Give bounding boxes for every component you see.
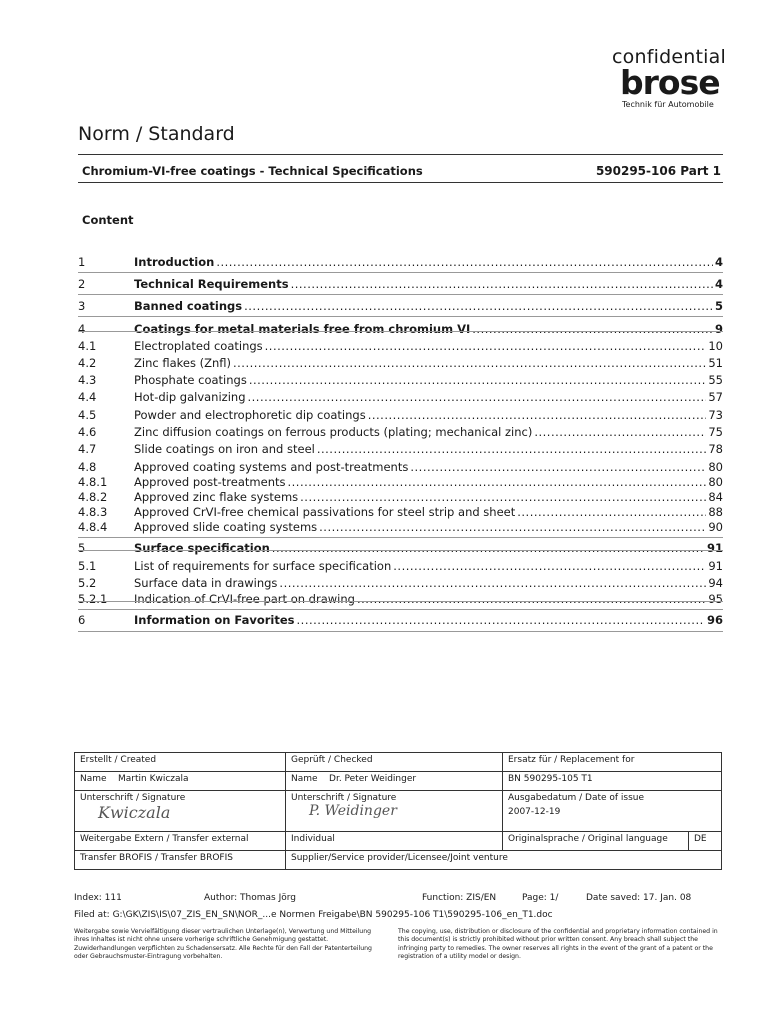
toc-page-number: 91 bbox=[708, 559, 723, 573]
confidential-label: confidential bbox=[612, 46, 726, 68]
toc-leader-dots bbox=[265, 339, 707, 353]
toc-leader-dots bbox=[410, 460, 706, 474]
checked-label: Geprüft / Checked bbox=[286, 753, 503, 772]
toc-entry[interactable] bbox=[78, 520, 723, 536]
name-label: Name bbox=[291, 774, 318, 784]
toc-title: Hot-dip galvanizing bbox=[134, 390, 246, 404]
toc-title: Surface data in drawings bbox=[134, 576, 278, 590]
toc-number: 4.7 bbox=[78, 442, 97, 456]
issue-date: 2007-12-19 bbox=[508, 807, 561, 817]
toc-number: 4.4 bbox=[78, 390, 97, 404]
checked-name-cell bbox=[286, 772, 503, 791]
toc-leader-dots bbox=[317, 442, 707, 456]
name-label: Name bbox=[80, 774, 107, 784]
toc-number: 4 bbox=[78, 322, 86, 336]
toc-separator bbox=[78, 272, 723, 273]
toc-entry[interactable] bbox=[78, 442, 723, 458]
legal-notice-english: The copying, use, distribution or disclosure of the confidential and proprietary information contained in this document(s) is strictly prohibited without prior written consent. Any breach shall subject the infringing party to remedies. The owner reserves all rights in the event of the grant of a patent or the registration of a utility model or design. bbox=[398, 928, 718, 960]
toc-number: 4.8 bbox=[78, 460, 97, 474]
toc-page-number: 5 bbox=[714, 299, 723, 313]
approval-table bbox=[74, 752, 722, 870]
toc-leader-dots bbox=[517, 505, 706, 519]
meta-index: Index: 111 bbox=[74, 893, 122, 903]
meta-function: Function: ZIS/EN bbox=[422, 893, 497, 903]
created-signature-cell bbox=[75, 791, 286, 832]
toc-page-number: 78 bbox=[708, 442, 723, 456]
toc-number: 4.2 bbox=[78, 356, 97, 370]
toc-entry[interactable] bbox=[78, 373, 723, 389]
created-name: Martin Kwiczala bbox=[118, 774, 189, 784]
meta-page: Page: 1/ bbox=[522, 893, 559, 903]
toc-leader-dots bbox=[233, 356, 706, 370]
language-value: DE bbox=[689, 832, 722, 851]
meta-author: Author: Thomas Jörg bbox=[204, 893, 296, 903]
toc-number: 5.1 bbox=[78, 559, 97, 573]
toc-entry[interactable] bbox=[78, 490, 723, 506]
toc-entry[interactable] bbox=[78, 559, 723, 575]
toc-number: 4.8.4 bbox=[78, 520, 108, 534]
toc-page-number: 51 bbox=[708, 356, 723, 370]
toc-title: Information on Favorites bbox=[134, 613, 295, 627]
toc-leader-dots bbox=[534, 425, 706, 439]
toc-separator bbox=[78, 631, 723, 632]
signature-label: Unterschrift / Signature bbox=[80, 793, 186, 803]
toc-leader-dots bbox=[393, 559, 706, 573]
toc-number: 4.8.3 bbox=[78, 505, 108, 519]
toc-title: Phosphate coatings bbox=[134, 373, 247, 387]
toc-page-number: 4 bbox=[714, 255, 723, 269]
toc-leader-dots bbox=[319, 520, 706, 534]
toc-leader-dots bbox=[272, 541, 705, 555]
brand-tagline: Technik für Automobile bbox=[622, 100, 714, 109]
toc-leader-dots bbox=[244, 299, 713, 313]
toc-leader-dots bbox=[249, 373, 707, 387]
filed-at-path: Filed at: G:\GK\ZIS\IS\07_ZIS_EN_SN\NOR_...e Normen Freigabe\BN 590295-106 T1\590295-106_en_T1.doc bbox=[74, 910, 553, 920]
toc-entry[interactable] bbox=[78, 277, 723, 293]
created-name-cell bbox=[75, 772, 286, 791]
toc-separator bbox=[78, 331, 723, 332]
document-meta bbox=[74, 893, 734, 903]
document-subtitle: Chromium-VI-free coatings - Technical Specifications bbox=[82, 164, 423, 178]
toc-title: Indication of CrVI-free part on drawing bbox=[134, 592, 355, 606]
toc-number: 3 bbox=[78, 299, 86, 313]
toc-number: 1 bbox=[78, 255, 86, 269]
transfer-external-value: Individual bbox=[286, 832, 503, 851]
legal-notice-german: Weitergabe sowie Vervielfältigung dieser vertraulichen Unterlage(n), Verwertung und Mitteilung ihres Inhaltes ist nicht ohne unsere vorherige schriftliche Genehmigung gestattet. Zuwiderhandlungen verpflichten zu Schadensersatz. Alle Rechte für den Fall der Patenterteilung oder Gebrauchsmuster-Eintragung vorbehalten. bbox=[74, 928, 372, 960]
toc-number: 4.5 bbox=[78, 408, 97, 422]
toc-separator bbox=[78, 316, 723, 317]
toc-entry[interactable] bbox=[78, 425, 723, 441]
title-divider bbox=[78, 154, 723, 155]
toc-page-number: 75 bbox=[708, 425, 723, 439]
toc-title: Approved slide coating systems bbox=[134, 520, 318, 534]
page-title: Norm / Standard bbox=[78, 123, 235, 145]
toc-number: 4.8.1 bbox=[78, 475, 108, 489]
issue-label: Ausgabedatum / Date of issue bbox=[508, 793, 645, 803]
toc-page-number: 80 bbox=[708, 460, 723, 474]
checked-signature: P. Weidinger bbox=[309, 803, 397, 819]
checked-signature-cell bbox=[286, 791, 503, 832]
toc-leader-dots bbox=[287, 475, 706, 489]
toc-number: 2 bbox=[78, 277, 86, 291]
toc-number: 4.6 bbox=[78, 425, 97, 439]
toc-page-number: 90 bbox=[708, 520, 723, 534]
toc-page-number: 94 bbox=[708, 576, 723, 590]
toc-separator bbox=[78, 294, 723, 295]
toc-title: Approved zinc flake systems bbox=[134, 490, 299, 504]
toc-separator bbox=[78, 609, 723, 610]
document-number: 590295-106 Part 1 bbox=[595, 164, 721, 178]
toc-page-number: 55 bbox=[708, 373, 723, 387]
toc-entry[interactable] bbox=[78, 339, 723, 355]
toc-title: Technical Requirements bbox=[134, 277, 289, 291]
toc-title: Zinc diffusion coatings on ferrous products (plating; mechanical zinc) bbox=[134, 425, 533, 439]
toc-entry[interactable] bbox=[78, 505, 723, 521]
toc-page-number: 84 bbox=[708, 490, 723, 504]
toc-entry[interactable] bbox=[78, 299, 723, 315]
toc-title: Electroplated coatings bbox=[134, 339, 263, 353]
toc-leader-dots bbox=[472, 322, 713, 336]
toc-number: 5 bbox=[78, 541, 86, 555]
toc-title: Approved coating systems and post-treatments bbox=[134, 460, 409, 474]
transfer-brofis-value: Supplier/Service provider/Licensee/Joint venture bbox=[286, 851, 722, 870]
toc-number: 4.8.2 bbox=[78, 490, 108, 504]
toc-page-number: 57 bbox=[708, 390, 723, 404]
toc-leader-dots bbox=[368, 408, 707, 422]
toc-leader-dots bbox=[248, 390, 707, 404]
toc-page-number: 10 bbox=[708, 339, 723, 353]
toc-entry[interactable] bbox=[78, 255, 723, 271]
transfer-brofis-label: Transfer BROFIS / Transfer BROFIS bbox=[75, 851, 286, 870]
toc-number: 5.2 bbox=[78, 576, 97, 590]
toc-leader-dots bbox=[216, 255, 713, 269]
toc-entry[interactable] bbox=[78, 576, 723, 592]
toc-leader-dots bbox=[357, 592, 706, 606]
toc-number: 4.3 bbox=[78, 373, 97, 387]
toc-separator bbox=[78, 537, 723, 538]
toc-separator bbox=[78, 550, 723, 551]
toc-page-number: 80 bbox=[708, 475, 723, 489]
toc-title: Approved CrVI-free chemical passivations for steel strip and sheet bbox=[134, 505, 516, 519]
issue-cell bbox=[503, 791, 722, 832]
content-heading: Content bbox=[82, 213, 134, 227]
replacement-label: Ersatz für / Replacement for bbox=[503, 753, 722, 772]
replacement-value: BN 590295-105 T1 bbox=[503, 772, 722, 791]
toc-entry[interactable] bbox=[78, 541, 723, 557]
toc-entry[interactable] bbox=[78, 356, 723, 372]
toc-entry[interactable] bbox=[78, 390, 723, 406]
toc-title: List of requirements for surface specification bbox=[134, 559, 392, 573]
toc-title: Powder and electrophoretic dip coatings bbox=[134, 408, 366, 422]
toc-page-number: 73 bbox=[708, 408, 723, 422]
toc-title: Approved post-treatments bbox=[134, 475, 286, 489]
toc-entry[interactable] bbox=[78, 613, 723, 629]
toc-page-number: 9 bbox=[714, 322, 723, 336]
toc-number: 5.2.1 bbox=[78, 592, 108, 606]
meta-date-saved: Date saved: 17. Jan. 08 bbox=[586, 893, 692, 903]
toc-title: Surface specification bbox=[134, 541, 270, 555]
toc-entry[interactable] bbox=[78, 322, 723, 338]
toc-page-number: 88 bbox=[708, 505, 723, 519]
toc-leader-dots bbox=[291, 277, 713, 291]
created-signature: Kwiczala bbox=[98, 803, 171, 822]
toc-page-number: 96 bbox=[706, 613, 723, 627]
toc-title: Coatings for metal materials free from chromium VI bbox=[134, 322, 471, 336]
toc-title: Zinc flakes (Znfl) bbox=[134, 356, 231, 370]
signature-label: Unterschrift / Signature bbox=[291, 793, 397, 803]
toc-leader-dots bbox=[279, 576, 706, 590]
toc-page-number: 91 bbox=[706, 541, 723, 555]
toc-title: Introduction bbox=[134, 255, 215, 269]
toc-title: Banned coatings bbox=[134, 299, 243, 313]
toc-entry[interactable] bbox=[78, 408, 723, 424]
transfer-external-label: Weitergabe Extern / Transfer external bbox=[75, 832, 286, 851]
toc-title: Slide coatings on iron and steel bbox=[134, 442, 315, 456]
toc-number: 6 bbox=[78, 613, 86, 627]
toc-number: 4.1 bbox=[78, 339, 97, 353]
toc-leader-dots bbox=[300, 490, 706, 504]
toc-entry[interactable] bbox=[78, 592, 723, 608]
subtitle-divider bbox=[78, 182, 723, 183]
toc-entry[interactable] bbox=[78, 460, 723, 476]
toc-page-number: 95 bbox=[708, 592, 723, 606]
language-label: Originalsprache / Original language bbox=[503, 832, 689, 851]
created-label: Erstellt / Created bbox=[75, 753, 286, 772]
brand-logo: brose bbox=[620, 63, 720, 102]
toc-page-number: 4 bbox=[714, 277, 723, 291]
toc-leader-dots bbox=[297, 613, 705, 627]
toc-entry[interactable] bbox=[78, 475, 723, 491]
toc-separator bbox=[78, 601, 723, 602]
checked-name: Dr. Peter Weidinger bbox=[329, 774, 417, 784]
